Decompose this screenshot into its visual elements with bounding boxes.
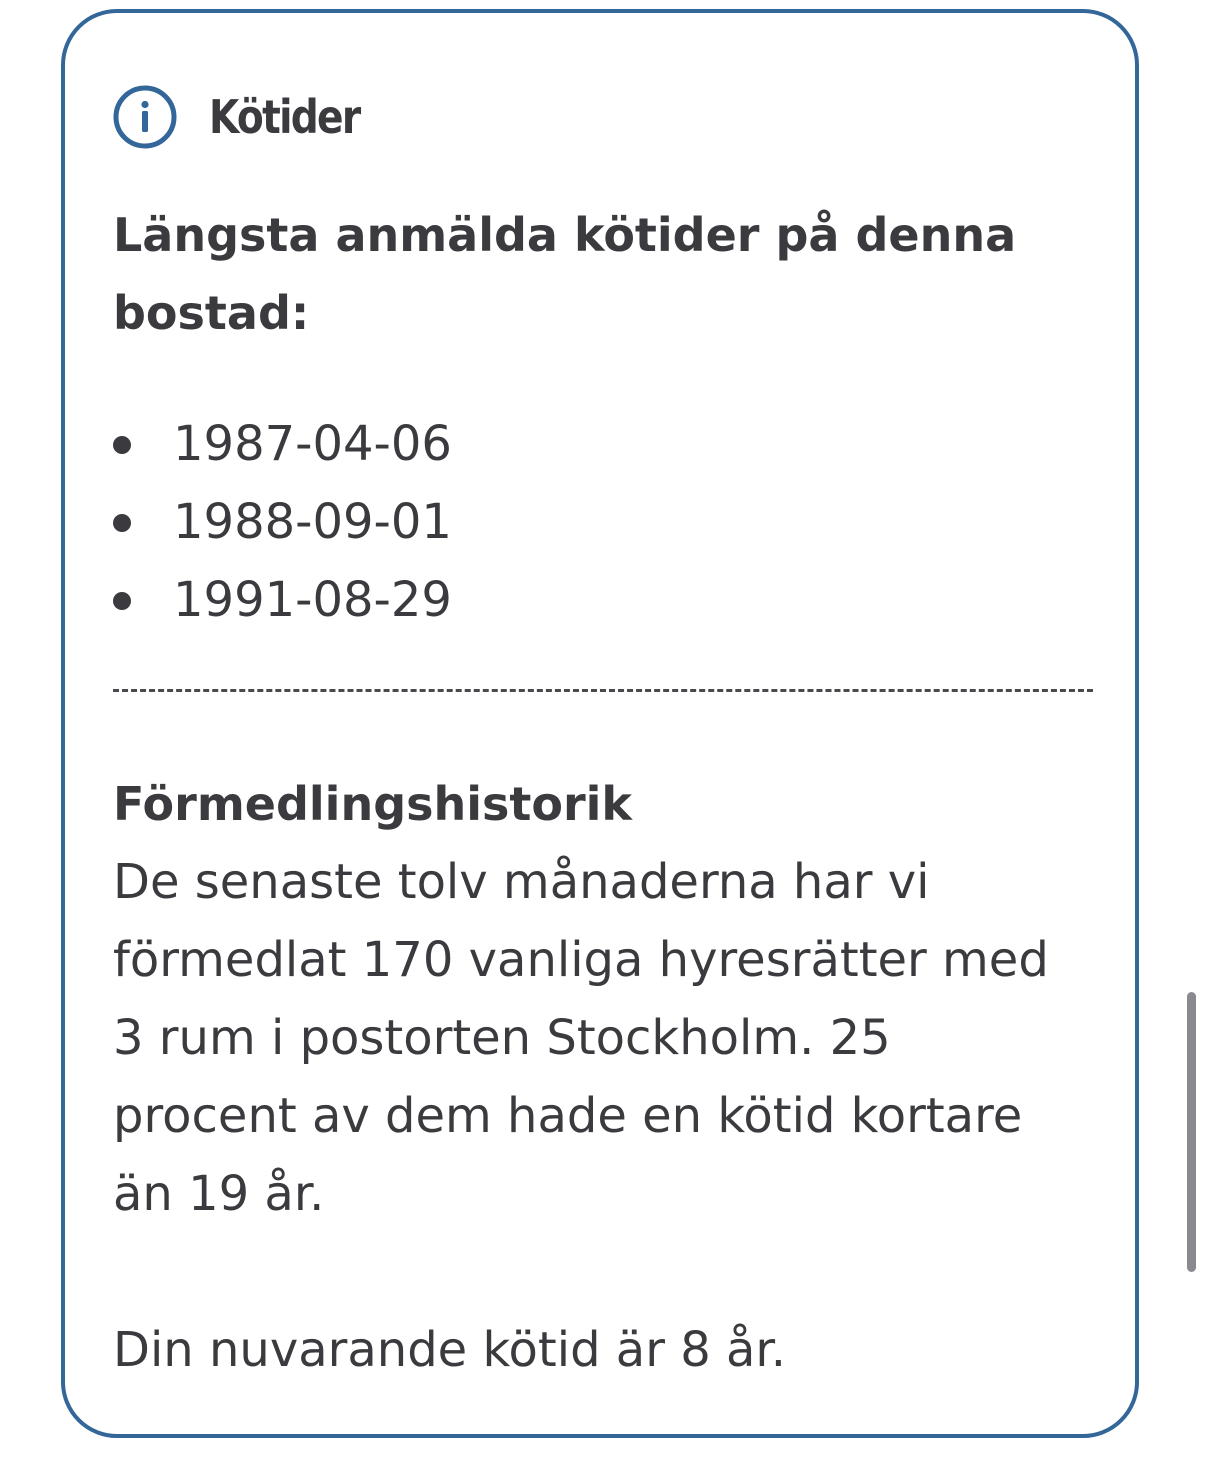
queue-date: 1991-08-29: [173, 572, 452, 628]
current-queue-time: Din nuvarande kötid är 8 år.: [113, 1322, 787, 1378]
history-text-line: 3 rum i postorten Stockholm. 25: [113, 1010, 891, 1066]
list-item: [113, 561, 452, 639]
history-text-line: procent av dem hade en kötid kortare: [113, 1088, 1023, 1144]
card-header: [113, 85, 386, 149]
queue-date-list: [113, 405, 452, 639]
dashed-divider: [113, 689, 1093, 692]
history-text-line: förmedlat 170 vanliga hyresrätter med: [113, 932, 1049, 988]
history-text-line: än 19 år.: [113, 1166, 325, 1222]
queue-date: 1988-09-01: [173, 494, 452, 550]
card-title: Kötider: [209, 90, 360, 144]
list-item: [113, 405, 452, 483]
queue-times-card: [61, 9, 1139, 1438]
queue-date: 1987-04-06: [173, 416, 452, 472]
bullet-icon: [113, 436, 131, 454]
history-text: [113, 843, 1098, 1233]
list-item: [113, 483, 452, 561]
bullet-icon: [113, 514, 131, 532]
scrollbar-thumb[interactable]: [1187, 992, 1196, 1272]
history-title: Förmedlingshistorik: [113, 777, 633, 831]
bullet-icon: [113, 592, 131, 610]
history-text-line: De senaste tolv månaderna har vi: [113, 854, 930, 910]
info-circle-icon: [113, 85, 177, 149]
longest-queue-heading: Längsta anmälda kötider på denna bostad:: [113, 208, 1017, 340]
